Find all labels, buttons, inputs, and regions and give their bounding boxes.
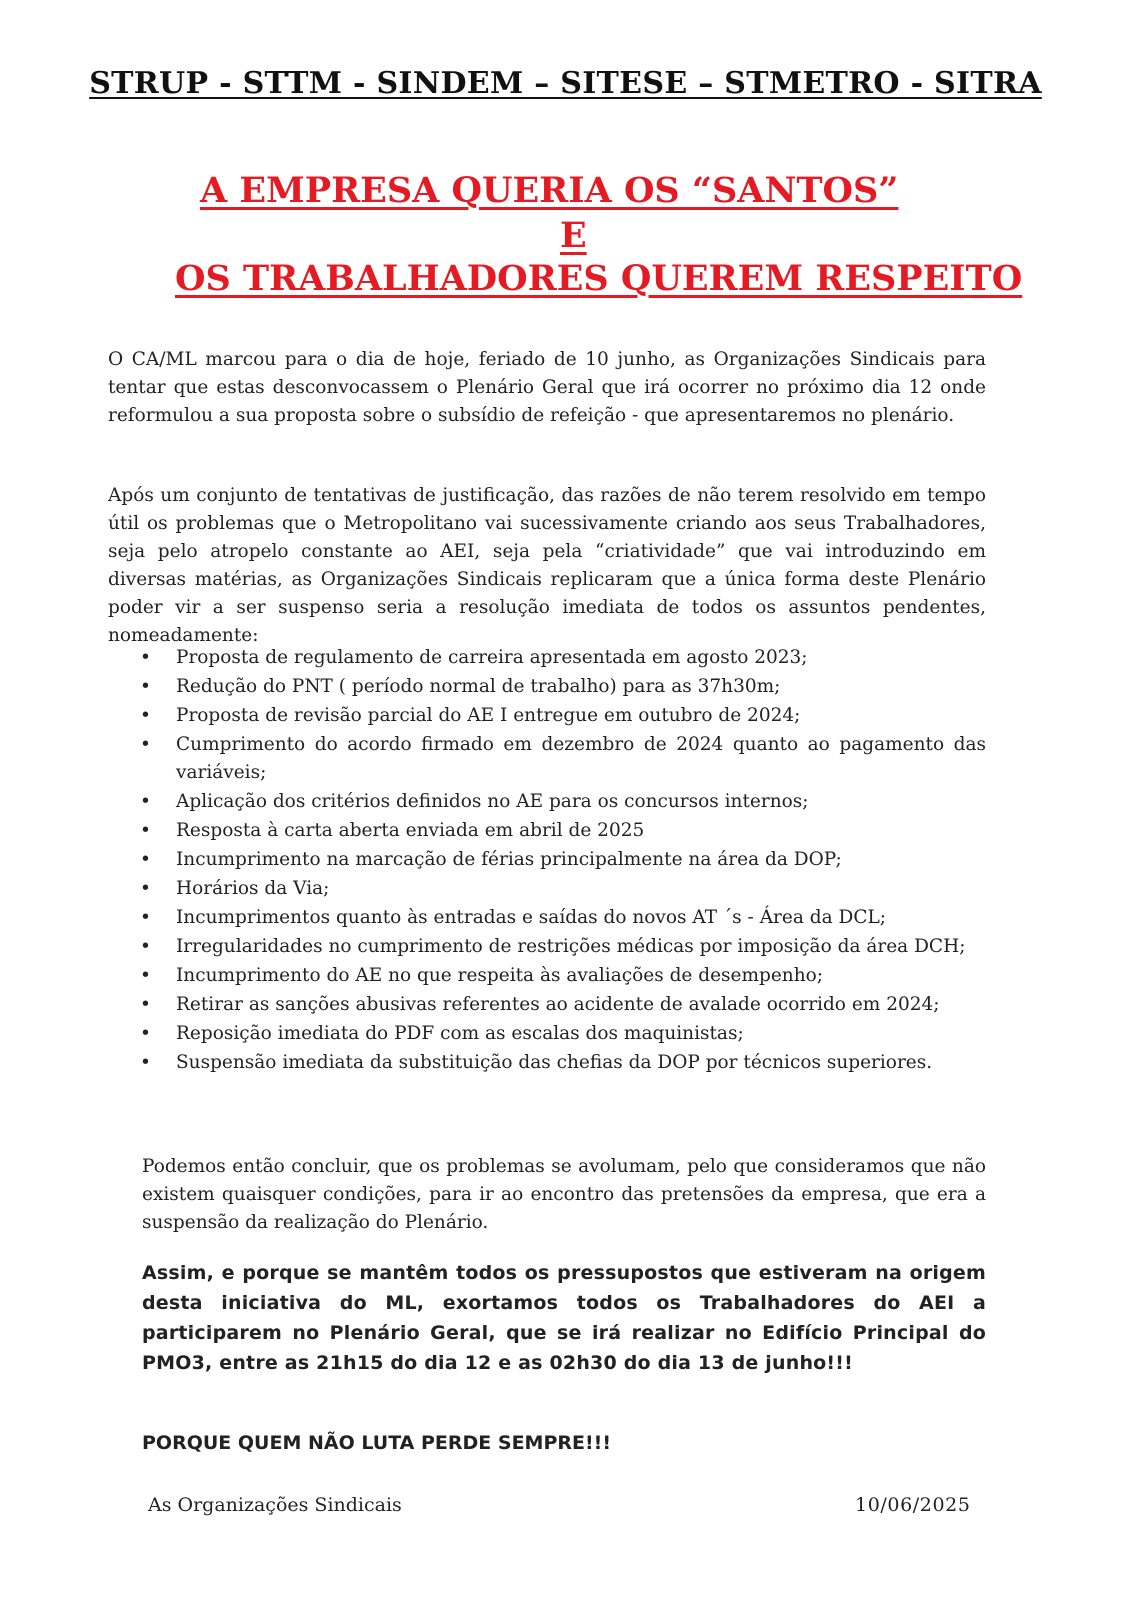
list-item: • Irregularidades no cumprimento de restrições médicas por imposição da área DCH;	[108, 933, 986, 961]
bullet-icon: •	[140, 734, 151, 755]
bullet-icon: •	[140, 907, 151, 928]
bullet-icon: •	[140, 1052, 151, 1073]
list-item: • Cumprimento do acordo firmado em dezembro de 2024 quanto ao pagamento das variáveis;	[108, 731, 986, 787]
list-item: • Horários da Via;	[108, 875, 986, 903]
list-item: • Proposta de revisão parcial do AE I entregue em outubro de 2024;	[108, 702, 986, 730]
bullet-icon: •	[140, 849, 151, 870]
slogan: PORQUE QUEM NÃO LUTA PERDE SEMPRE!!!	[142, 1432, 611, 1454]
bullet-icon: •	[140, 936, 151, 957]
list-item: • Incumprimento do AE no que respeita às avaliações de desempenho;	[108, 962, 986, 990]
bullet-icon: •	[140, 994, 151, 1015]
union-header: STRUP - STTM - SINDEM – SITESE – STMETRO - SITRA	[89, 66, 1042, 101]
bullet-icon: •	[140, 965, 151, 986]
list-item: • Aplicação dos critérios definidos no AE para os concursos internos;	[108, 788, 986, 816]
intro-paragraph: O CA/ML marcou para o dia de hoje, feriado de 10 junho, as Organizações Sindicais para tentar que estas desconvocassem o Plenário Geral que irá ocorrer no próximo dia 12 onde reformulou a sua proposta sobre o subsídio de refeição - que apresentaremos no plenário.	[108, 349, 986, 426]
list-item: • Redução do PNT ( período normal de trabalho) para as 37h30m;	[108, 673, 986, 701]
call-to-action-paragraph: Assim, e porque se mantêm todos os pressupostos que estiveram na origem desta iniciativa do ML, exortamos todos os Trabalhadores do AEI a participarem no Plenário Geral, que se irá realizar no Edifício Principal do PMO3, entre as 21h15 do dia 12 e as 02h30 do dia 13 de junho!!!	[142, 1262, 986, 1374]
list-item: • Proposta de regulamento de carreira apresentada em agosto 2023;	[108, 644, 986, 672]
list-item: • Reposição imediata do PDF com as escalas dos maquinistas;	[108, 1020, 986, 1048]
list-item: • Incumprimento na marcação de férias principalmente na área da DOP;	[108, 846, 986, 874]
bullet-icon: •	[140, 705, 151, 726]
conclusion-paragraph: Podemos então concluir, que os problemas se avolumam, pelo que consideramos que não existem quaisquer condições, para ir ao encontro das pretensões da empresa, que era a suspensão da realização do Plenário.	[142, 1156, 986, 1233]
bullet-icon: •	[140, 1023, 151, 1044]
title-line-2: E	[560, 215, 587, 256]
list-item: • Incumprimentos quanto às entradas e saídas do novos AT ´s - Área da DCL;	[108, 904, 986, 932]
bullet-icon: •	[140, 820, 151, 841]
title-line-1: A EMPRESA QUERIA OS “SANTOS”	[200, 170, 899, 211]
list-item: • Resposta à carta aberta enviada em abril de 2025	[108, 817, 986, 845]
context-paragraph: Após um conjunto de tentativas de justificação, das razões de não terem resolvido em tempo útil os problemas que o Metropolitano vai sucessivamente criando aos seus Trabalhadores, seja pelo atropelo constante ao AEI, seja pela “criatividade” que vai introduzindo em diversas matérias, as Organizações Sindicais replicaram que a única forma deste Plenário poder vir a ser suspenso seria a resolução imediata de todos os assuntos pendentes, nomeadamente:	[108, 485, 986, 646]
bullet-icon: •	[140, 791, 151, 812]
title-line-3: OS TRABALHADORES QUEREM RESPEITO	[175, 258, 1023, 299]
list-item: • Retirar as sanções abusivas referentes ao acidente de avalade ocorrido em 2024;	[108, 991, 986, 1019]
bullet-icon: •	[140, 647, 151, 668]
bullet-icon: •	[140, 878, 151, 899]
bullet-icon: •	[140, 676, 151, 697]
pending-issues-list	[108, 644, 986, 1078]
document-date: 10/06/2025	[855, 1494, 971, 1516]
list-item: • Suspensão imediata da substituição das chefias da DOP por técnicos superiores.	[108, 1049, 986, 1077]
signature: As Organizações Sindicais	[148, 1494, 402, 1516]
